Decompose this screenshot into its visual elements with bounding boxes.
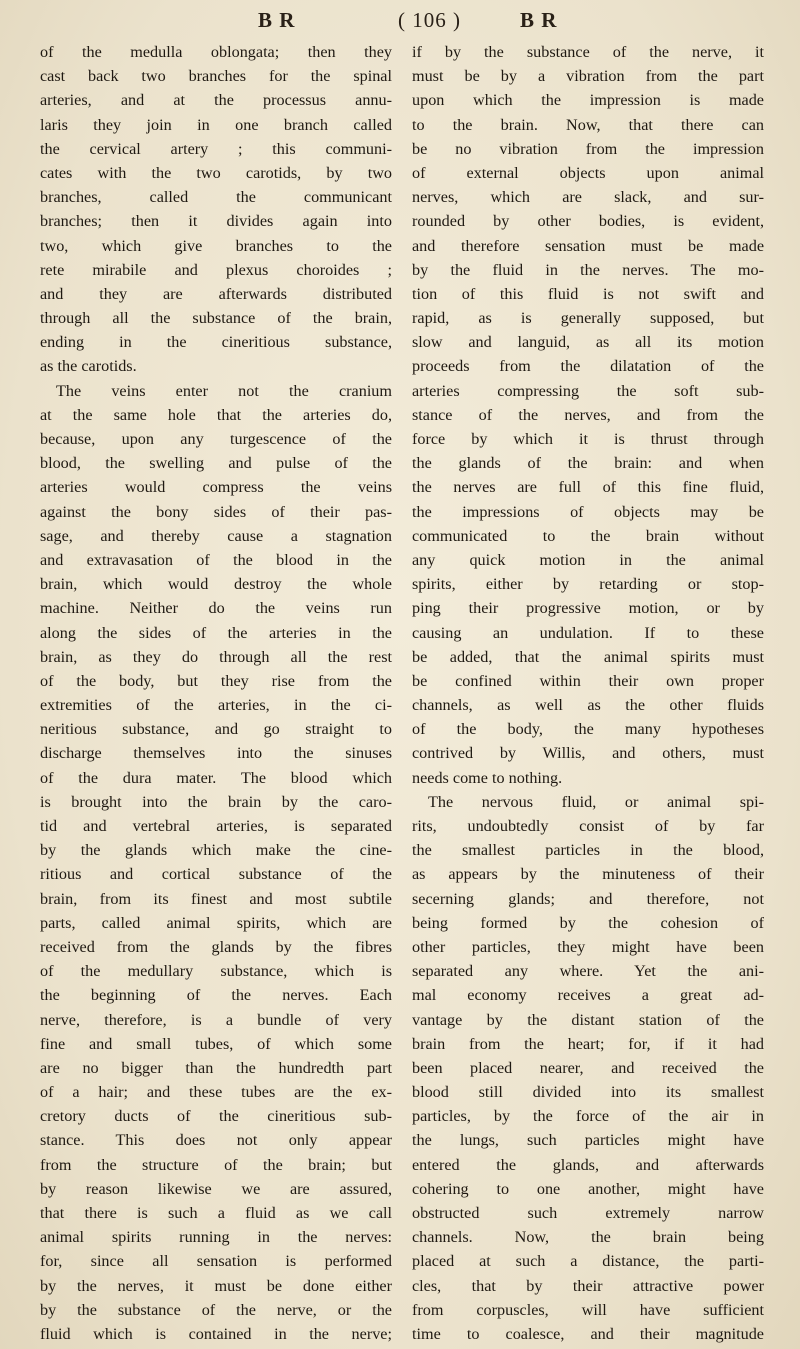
text-line: obstructed such extremely narrow (412, 1204, 764, 1222)
text-line: discharge themselves into the sinuses (40, 744, 392, 763)
text-line: through all the substance of the brain, (40, 309, 392, 328)
text-line: secerning glands; and therefore, not (412, 889, 764, 908)
text-line: rapid, as is generally supposed, but (412, 309, 764, 328)
text-line: and therefore sensation must be made (412, 236, 764, 255)
text-line: particles, by the force of the air in (412, 1107, 764, 1126)
text-line: and extravasation of the blood in the (40, 550, 392, 569)
text-line: time to coalesce, and their magnitude (412, 1324, 764, 1343)
text-line: by the substance of the nerve, or the (40, 1300, 392, 1319)
text-line: ping their progressive motion, or by (412, 599, 764, 618)
text-line: cates with the two carotids, by two (40, 163, 392, 182)
running-header (0, 8, 800, 38)
text-line: extremities of the arteries, in the ci- (40, 696, 392, 715)
text-line: the smallest particles in the blood, (412, 841, 764, 860)
text-line: of external objects upon animal (412, 163, 764, 182)
text-line: laris they join in one branch called (40, 115, 392, 134)
text-line: of the medulla oblongata; then they (40, 43, 392, 61)
text-line: received from the glands by the fibres (40, 937, 392, 956)
header-left-key: B R (258, 8, 296, 32)
text-line: ending in the cineritious substance, (40, 333, 392, 352)
text-line: being formed by the cohesion of (412, 913, 764, 932)
text-line: rits, undoubtedly consist of by far (412, 817, 764, 835)
text-line: separated any where. Yet the ani- (412, 962, 764, 981)
text-line: fluid which is contained in the nerve; (40, 1324, 392, 1343)
text-line: the cervical artery ; this communi- (40, 139, 392, 158)
text-line: contrived by Willis, and others, must (412, 744, 764, 763)
text-line: be no vibration from the impression (412, 139, 764, 158)
text-line: rounded by other bodies, is evident, (412, 212, 764, 231)
page-number: ( 106 ) (398, 8, 461, 32)
text-line: arteries, and at the processus annu- (40, 91, 392, 110)
text-line: branches; then it divides again into (40, 212, 392, 231)
text-line: rete mirabile and plexus choroides ; (40, 260, 392, 279)
text-line: brain, as they do through all the rest (40, 647, 392, 666)
text-line: vantage by the distant station of the (412, 1010, 764, 1029)
text-line: as the carotids. (40, 357, 137, 376)
text-line: is brought into the brain by the caro- (40, 792, 392, 811)
text-line: because, upon any turgescence of the (40, 430, 392, 448)
text-line: cles, that by their attractive power (412, 1276, 764, 1295)
text-line: upon which the impression is made (412, 91, 764, 110)
text-line: of the medullary substance, which is (40, 962, 392, 981)
right-text-column (412, 40, 764, 1346)
text-line: of a hair; and these tubes are the ex- (40, 1083, 392, 1102)
text-line: be added, that the animal spirits must (412, 647, 764, 666)
text-line: against the bony sides of their pas- (40, 502, 392, 521)
text-line: blood still divided into its smallest (412, 1083, 764, 1102)
text-line: cretory ducts of the cineritious sub- (40, 1107, 392, 1126)
text-line: any quick motion in the animal (412, 550, 764, 569)
text-line: at the same hole that the arteries do, (40, 405, 392, 424)
text-line: of the dura mater. The blood which (40, 768, 392, 787)
text-line: mal economy receives a great ad- (412, 986, 764, 1005)
text-line: for, since all sensation is performed (40, 1252, 392, 1271)
text-line: proceeds from the dilatation of the (412, 357, 764, 376)
text-line: channels. Now, the brain being (412, 1228, 764, 1247)
text-line: to the brain. Now, that there can (412, 115, 764, 134)
text-line: ritious and cortical substance of the (40, 865, 392, 884)
text-line: been placed nearer, and received the (412, 1058, 764, 1077)
text-line: from the structure of the brain; but (40, 1155, 392, 1174)
text-line: channels, as well as the other fluids (412, 696, 764, 715)
text-line: nerves, which are slack, and sur- (412, 188, 764, 207)
text-line: of the body, but they rise from the (40, 671, 392, 690)
text-line: parts, called animal spirits, which are (40, 913, 392, 932)
text-line: neritious substance, and go straight to (40, 720, 392, 739)
text-line: nerve, therefore, is a bundle of very (40, 1010, 392, 1029)
text-line: by the nerves, it must be done either (40, 1276, 392, 1295)
text-line: arteries would compress the veins (40, 478, 392, 497)
text-line: the nerves are full of this fine fluid, (412, 478, 764, 497)
text-line: cast back two branches for the spinal (40, 67, 392, 86)
text-line: entered the glands, and afterwards (412, 1155, 764, 1174)
text-line: brain, from its finest and most subtile (40, 889, 392, 908)
text-line: The nervous fluid, or animal spi- (428, 792, 764, 811)
text-line: the glands of the brain: and when (412, 454, 764, 473)
text-line: slow and languid, as all its motion (412, 333, 764, 352)
text-line: the lungs, such particles might have (412, 1131, 764, 1150)
text-line: by reason likewise we are assured, (40, 1179, 392, 1198)
text-line: machine. Neither do the veins run (40, 599, 392, 618)
text-line: cohering to one another, might have (412, 1179, 764, 1198)
text-line: by the glands which make the cine- (40, 841, 392, 860)
text-line: communicated to the brain without (412, 526, 764, 545)
text-line: force by which it is thrust through (412, 430, 764, 448)
text-line: animal spirits running in the nerves: (40, 1228, 392, 1247)
text-line: of the body, the many hypotheses (412, 720, 764, 739)
text-line: from corpuscles, will have sufficient (412, 1300, 764, 1319)
text-line: branches, called the communicant (40, 188, 392, 207)
text-line: as appears by the minuteness of their (412, 865, 764, 884)
text-line: blood, the swelling and pulse of the (40, 454, 392, 473)
text-line: brain from the heart; for, if it had (412, 1034, 764, 1053)
text-line: that there is such a fluid as we call (40, 1204, 392, 1222)
text-line: other particles, they might have been (412, 937, 764, 956)
text-line: are no bigger than the hundredth part (40, 1058, 392, 1077)
text-line: arteries compressing the soft sub- (412, 381, 764, 400)
text-line: tid and vertebral arteries, is separated (40, 817, 392, 835)
text-line: if by the substance of the nerve, it (412, 43, 764, 61)
text-line: placed at such a distance, the parti- (412, 1252, 764, 1271)
text-line: needs come to nothing. (412, 768, 563, 787)
text-line: two, which give branches to the (40, 236, 392, 255)
header-right-key: B R (520, 8, 558, 32)
left-text-column (40, 40, 392, 1346)
text-line: the beginning of the nerves. Each (40, 986, 392, 1005)
text-line: causing an undulation. If to these (412, 623, 764, 642)
text-line: The veins enter not the cranium (56, 381, 392, 400)
text-line: stance of the nerves, and from the (412, 405, 764, 424)
text-line: and they are afterwards distributed (40, 284, 392, 303)
text-line: stance. This does not only appear (40, 1131, 392, 1150)
text-line: along the sides of the arteries in the (40, 623, 392, 642)
text-line: brain, which would destroy the whole (40, 575, 392, 594)
text-line: fine and small tubes, of which some (40, 1034, 392, 1053)
text-line: the impressions of objects may be (412, 502, 764, 521)
text-line: spirits, either by retarding or stop- (412, 575, 764, 594)
text-line: sage, and thereby cause a stagnation (40, 526, 392, 545)
text-line: must be by a vibration from the part (412, 67, 764, 86)
text-line: by the fluid in the nerves. The mo- (412, 260, 764, 279)
text-line: tion of this fluid is not swift and (412, 284, 764, 303)
text-line: be confined within their own proper (412, 671, 764, 690)
